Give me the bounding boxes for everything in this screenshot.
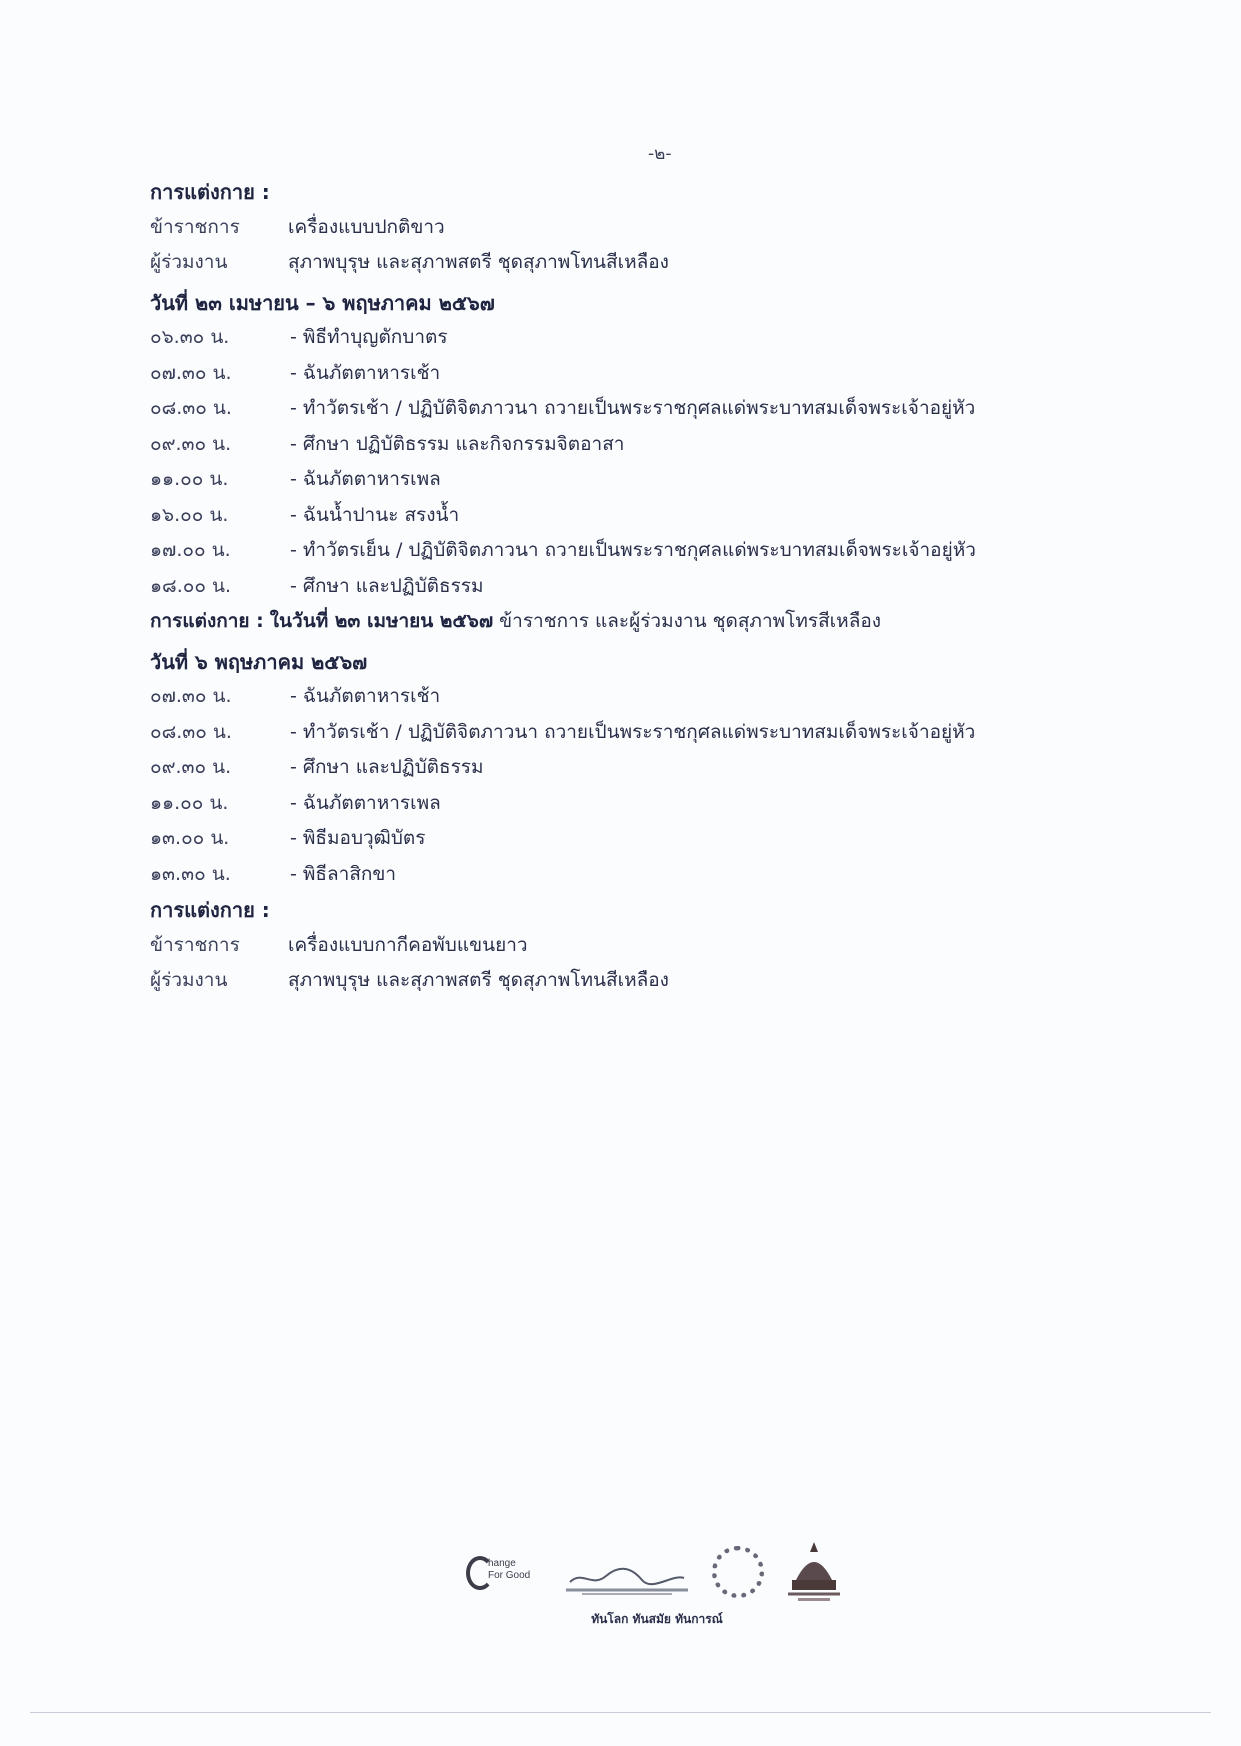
schedule-activity: - ฉันภัตตาหารเพล [290, 791, 441, 814]
schedule-time: ๑๑.๐๐ น. [150, 791, 229, 814]
dress-value: สุภาพบุรุษ และสุภาพสตรี ชุดสุภาพโทนสีเหลือง [288, 251, 669, 273]
schedule-activity: - พิธีทำบุญตักบาตร [290, 326, 448, 348]
schedule-row [150, 717, 1030, 753]
seal-wheel-logo [712, 1546, 764, 1598]
footer-logos [466, 1540, 856, 1640]
schedule-row [150, 429, 1030, 465]
schedule-time: ๐๙.๓๐ น. [150, 756, 232, 778]
signature-logo [562, 1560, 692, 1596]
schedule-activity: - ทำวัตรเย็น / ปฏิบัติจิตภาวนา ถวายเป็นพระราชกุศลแด่พระบาทสมเด็จพระเจ้าอยู่หัว [290, 539, 976, 561]
schedule-activity: - ฉันน้ำปานะ สรงน้ำ [290, 503, 460, 526]
change-for-good-logo [466, 1556, 556, 1596]
dress-value: เครื่องแบบปกติขาว [288, 215, 445, 238]
page-number: -๒- [648, 144, 672, 164]
schedule-time: ๑๓.๓๐ น. [150, 862, 231, 885]
schedule-row [150, 571, 1030, 607]
document-body [150, 176, 1030, 1001]
schedule-row [150, 322, 1030, 358]
dress-row-participants [150, 965, 1030, 1001]
schedule-time: ๐๙.๓๐ น. [150, 432, 232, 455]
schedule-row [150, 823, 1030, 859]
slogan-text: ทันโลก ทันสมัย ทันการณ์ [591, 1612, 723, 1626]
schedule-row [150, 681, 1030, 717]
dress-value: สุภาพบุรุษ และสุภาพสตรี ชุดสุภาพโทนสีเหลือง [288, 969, 669, 991]
schedule-activity: - ศึกษา และปฏิบัติธรรม [290, 756, 484, 778]
schedule-row [150, 535, 1030, 571]
dress-label: ข้าราชการ [150, 215, 240, 238]
schedule-time: ๑๗.๐๐ น. [150, 539, 231, 561]
dress-code-label: การแต่งกาย : [150, 610, 264, 632]
bottom-divider [30, 1712, 1211, 1713]
dress-row-officials [150, 212, 1030, 248]
date-heading: วันที่ ๒๓ เมษายน – ๖ พฤษภาคม ๒๕๖๗ [150, 290, 495, 315]
schedule-list [150, 681, 1030, 894]
dress-label: ผู้ร่วมงาน [150, 969, 228, 991]
dress-code-text: ข้าราชการ และผู้ร่วมงาน ชุดสุภาพโทรสีเหลือง [499, 610, 882, 632]
dress-code-date: ในวันที่ ๒๓ เมษายน ๒๕๖๗ [269, 610, 494, 632]
schedule-time: ๑๖.๐๐ น. [150, 503, 229, 526]
schedule-activity: - พิธีลาสิกขา [290, 862, 397, 885]
schedule-time: ๐๗.๓๐ น. [150, 685, 232, 707]
schedule-activity: - ทำวัตรเช้า / ปฏิบัติจิตภาวนา ถวายเป็นพระราชกุศลแด่พระบาทสมเด็จพระเจ้าอยู่หัว [290, 397, 976, 419]
cfg-line-1: hange [488, 1558, 516, 1569]
dress-code-heading: การแต่งกาย : [150, 898, 270, 922]
cfg-line-2: For Good [488, 1570, 531, 1581]
schedule-activity: - ศึกษา และปฏิบัติธรรม [290, 574, 484, 597]
schedule-activity: - ศึกษา ปฏิบัติธรรม และกิจกรรมจิตอาสา [290, 432, 625, 455]
emblem-logo [784, 1540, 844, 1604]
dress-code-heading: การแต่งกาย : [150, 180, 270, 204]
dress-label: ผู้ร่วมงาน [150, 251, 228, 273]
dress-label: ข้าราชการ [150, 933, 240, 956]
dress-code-inline [150, 606, 1030, 642]
schedule-time: ๐๗.๓๐ น. [150, 361, 232, 384]
change-for-good-text [488, 1558, 530, 1582]
schedule-row [150, 500, 1030, 536]
schedule-activity: - ทำวัตรเช้า / ปฏิบัติจิตภาวนา ถวายเป็นพระราชกุศลแด่พระบาทสมเด็จพระเจ้าอยู่หัว [290, 720, 976, 743]
schedule-time: ๐๘.๓๐ น. [150, 397, 232, 419]
schedule-time: ๑๑.๐๐ น. [150, 468, 229, 490]
schedule-row [150, 393, 1030, 429]
schedule-list [150, 322, 1030, 606]
schedule-row [150, 358, 1030, 394]
schedule-time: ๑๘.๐๐ น. [150, 574, 232, 597]
schedule-row [150, 752, 1030, 788]
schedule-activity: - ฉันภัตตาหารเช้า [290, 685, 441, 707]
schedule-activity: - ฉันภัตตาหารเช้า [290, 361, 441, 384]
schedule-row [150, 464, 1030, 500]
date-heading: วันที่ ๖ พฤษภาคม ๒๕๖๗ [150, 649, 368, 674]
dress-row-officials [150, 930, 1030, 966]
schedule-time: ๐๖.๓๐ น. [150, 326, 230, 348]
dress-row-participants [150, 247, 1030, 283]
schedule-row [150, 859, 1030, 895]
schedule-activity: - ฉันภัตตาหารเพล [290, 468, 441, 490]
dress-value: เครื่องแบบกากีคอพับแขนยาว [288, 933, 528, 956]
schedule-row [150, 788, 1030, 824]
schedule-time: ๐๘.๓๐ น. [150, 720, 232, 743]
schedule-activity: - พิธีมอบวุฒิบัตร [290, 827, 426, 849]
schedule-time: ๑๓.๐๐ น. [150, 827, 230, 849]
